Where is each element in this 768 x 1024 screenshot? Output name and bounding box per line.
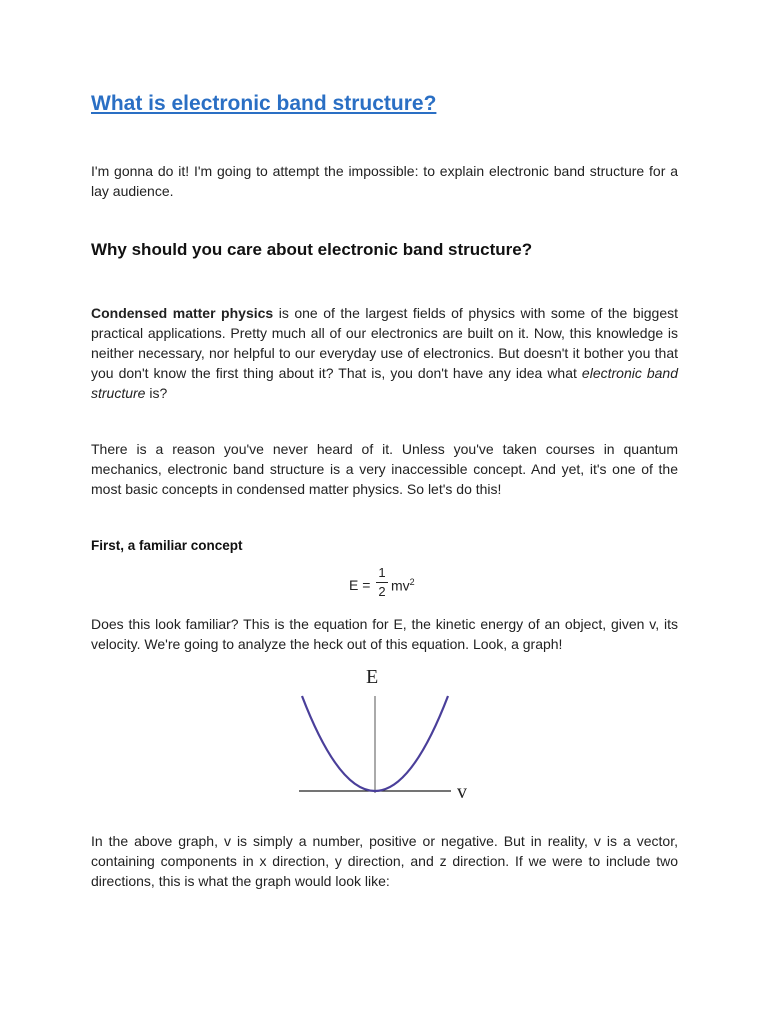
equation-rhs-base: mv bbox=[391, 577, 410, 594]
kinetic-energy-equation bbox=[349, 565, 469, 605]
graph-y-label: E bbox=[366, 666, 379, 688]
equation-exponent: 2 bbox=[409, 577, 415, 587]
equation-explanation-paragraph: Does this look familiar? This is the equation for E, the kinetic energy of an object, given v, its velocity. We're going to analyze the heck out of this equation. Look, a graph! bbox=[91, 616, 678, 652]
parabola-graph bbox=[290, 660, 480, 810]
fraction-numerator: 1 bbox=[378, 565, 386, 580]
condensed-matter-paragraph bbox=[91, 303, 678, 403]
equation-fraction bbox=[376, 565, 388, 600]
vector-paragraph: In the above graph, v is simply a number, positive or negative. But in reality, v is a vector, containing components in x direction, y direction, and z direction. If we were to include two directions, this is what the graph would look like: bbox=[91, 833, 678, 889]
intro-paragraph: I'm gonna do it! I'm going to attempt the impossible: to explain electronic band structure for a lay audience. bbox=[91, 163, 678, 199]
section-heading-familiar-concept: First, a familiar concept bbox=[91, 538, 243, 553]
fraction-denominator: 2 bbox=[378, 584, 386, 599]
bold-term: Condensed matter physics bbox=[91, 305, 274, 321]
page-title[interactable]: What is electronic band structure? bbox=[91, 92, 437, 115]
graph-x-label: v bbox=[457, 781, 467, 803]
fraction-bar bbox=[376, 582, 388, 583]
equation-rhs bbox=[391, 577, 415, 594]
italic-term: electronic band structure bbox=[91, 365, 679, 401]
section-heading-why-care: Why should you care about electronic band structure? bbox=[91, 240, 533, 259]
reason-paragraph: There is a reason you've never heard of it. Unless you've taken courses in quantum mechanics, electronic band structure is a very inaccessible concept. And yet, it's one of the most basic concepts in condensed matter physics. So let's do this! bbox=[91, 441, 678, 497]
paragraph-text: is one of the largest fields of physics with some of the biggest practical applications. Pretty much all of our electronics are built on it. Now, this knowledge is neither necessary, nor helpful to our everyday use of electronics. But doesn't it bother you that you don't know the first thing about it? That is, you don't have any idea what bbox=[91, 305, 679, 381]
paragraph-text-end: is? bbox=[145, 385, 168, 401]
equation-lhs: E = bbox=[349, 577, 371, 593]
